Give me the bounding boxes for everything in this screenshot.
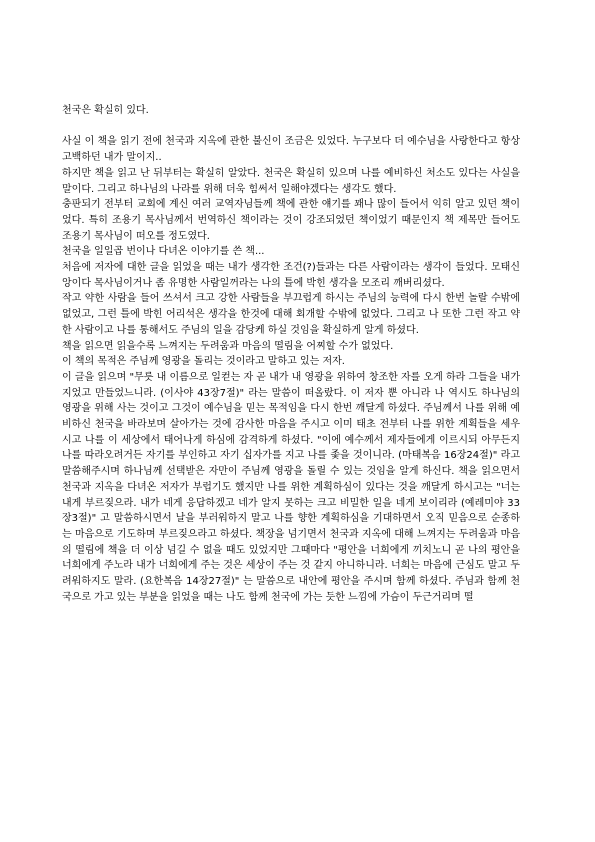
document-title: 천국은 확실히 있다. [62, 105, 149, 116]
paragraph: 책을 읽으면 읽을수록 느껴지는 두려움과 마음의 떨림을 어찌할 수가 없었다. [62, 340, 394, 352]
paragraph: 작고 약한 사람을 들어 쓰셔서 크고 강한 사람들을 부끄럽게 하시는 주님의 능력에 다시 한번 놀랄 수밖에 없었고, 그런 틀에 박힌 어리석은 생각을 한것에 대해 회개할 수밖에 없었다. 그리고 나 또한 그런 작고 약한 사람이고 나를 통해서도 주님의 일을 감당케 하실 것임을 확실하게 알게 하셨다. [62, 293, 520, 336]
document-body [62, 103, 520, 605]
paragraph: 하지만 책을 읽고 난 뒤부터는 확실히 알았다. 천국은 확실히 있으며 나를 예비하신 처소도 있다는 사실을 말이다. 그리고 하나님의 나라를 위해 더욱 힘써서 일해야겠다는 생각도 했다. [62, 167, 520, 195]
paragraph: 사실 이 책을 읽기 전에 천국과 지옥에 관한 불신이 조금은 있었다. 누구보다 더 예수님을 사랑한다고 항상 고백하던 내가 말이지.. [62, 136, 520, 164]
paragraph: 이 책의 목적은 주님께 영광을 돌리는 것이라고 말하고 있는 저자. [62, 356, 345, 368]
paragraph: 이 글을 읽으며 "무릇 내 이름으로 일컫는 자 곧 내가 내 영광을 위하여 창조한 자를 오게 하라 그들을 내가 지었고 만들었느니라. (이사야 43장7절)" 라는 말씀이 떠올랐다. 이 저자 뿐 아니라 나 역시도 하나님의 영광을 위해 사는 것이고 그것이 예수님을 믿는 목적임을 다시 한번 깨달게 하셨다. 주님께서 나를 위해 예비하신 천국을 바라보며 살아가는 것에 감사한 마음을 주시고 이미 태초 전부터 나를 위한 계획들을 세우시고 나를 이 세상에서 태어나게 하심에 감격하게 하셨다. "이에 예수께서 제자들에게 이르시되 아무든지 나를 따라오려거든 자기를 부인하고 자기 십자가를 지고 나를 좇을 것이니라. (마태복음 16장24절)" 라고 말씀해주시며 하나님께 선택받은 자만이 주님께 영광을 돌릴 수 있는 것임을 알게 하신다. 책을 읽으면서 천국과 지옥을 다녀온 저자가 부럽기도 했지만 나를 위한 계획하심이 있다는 것을 깨달게 하시고는 "너는 내게 부르짖으라. 내가 네게 응답하겠고 네가 알지 못하는 크고 비밀한 일을 네게 보이리라 (예레미야 33장3절)" 고 말씀하시면서 날을 부러워하지 말고 나를 향한 계획하심을 기대하면서 오직 믿음으로 순종하는 마음으로 기도하며 부르짖으라고 하셨다. 책장을 넘기면서 천국과 지옥에 대해 느껴지는 두려움과 마음의 떨림에 책을 더 이상 넘길 수 없을 때도 있었지만 그때마다 "평안을 너희에게 끼치노니 곧 나의 평안을 너희에게 주노라 내가 너희에게 주는 것은 세상이 주는 것 같지 아니하니라. 너희는 마음에 근심도 말고 두려워하지도 말라. (요한복음 14장27절)" 는 말씀으로 내안에 평안을 주시며 함께 하셨다. 주님과 함께 천국으로 가고 있는 부분을 읽었을 때는 나도 함께 천국에 가는 듯한 느낌에 가슴이 두근거리며 떨 [62, 371, 520, 603]
paragraph: 천국을 일일곱 번이나 다녀온 이야기를 쓴 책... [62, 246, 265, 258]
paragraph: 충판되기 전부터 교회에 계신 여러 교역자님들께 책에 관한 얘기를 꽤나 많이 들어서 익히 알고 있던 책이었다. 특히 조용기 목사님께서 번역하신 책이라는 것이 강조되었던 책이었기 때문인지 책 제목만 들어도 조용기 목사님이 떠오를 정도였다. [62, 199, 520, 242]
paragraph: 처음에 저자에 대한 글을 읽었을 때는 내가 생각한 조건(?)들과는 다른 사람이라는 생각이 들었다. 모태신앙이다 목사님이거나 좀 유명한 사람일꺼라는 나의 틀에 박힌 생각을 모조리 깨버리셨다. [62, 262, 520, 289]
